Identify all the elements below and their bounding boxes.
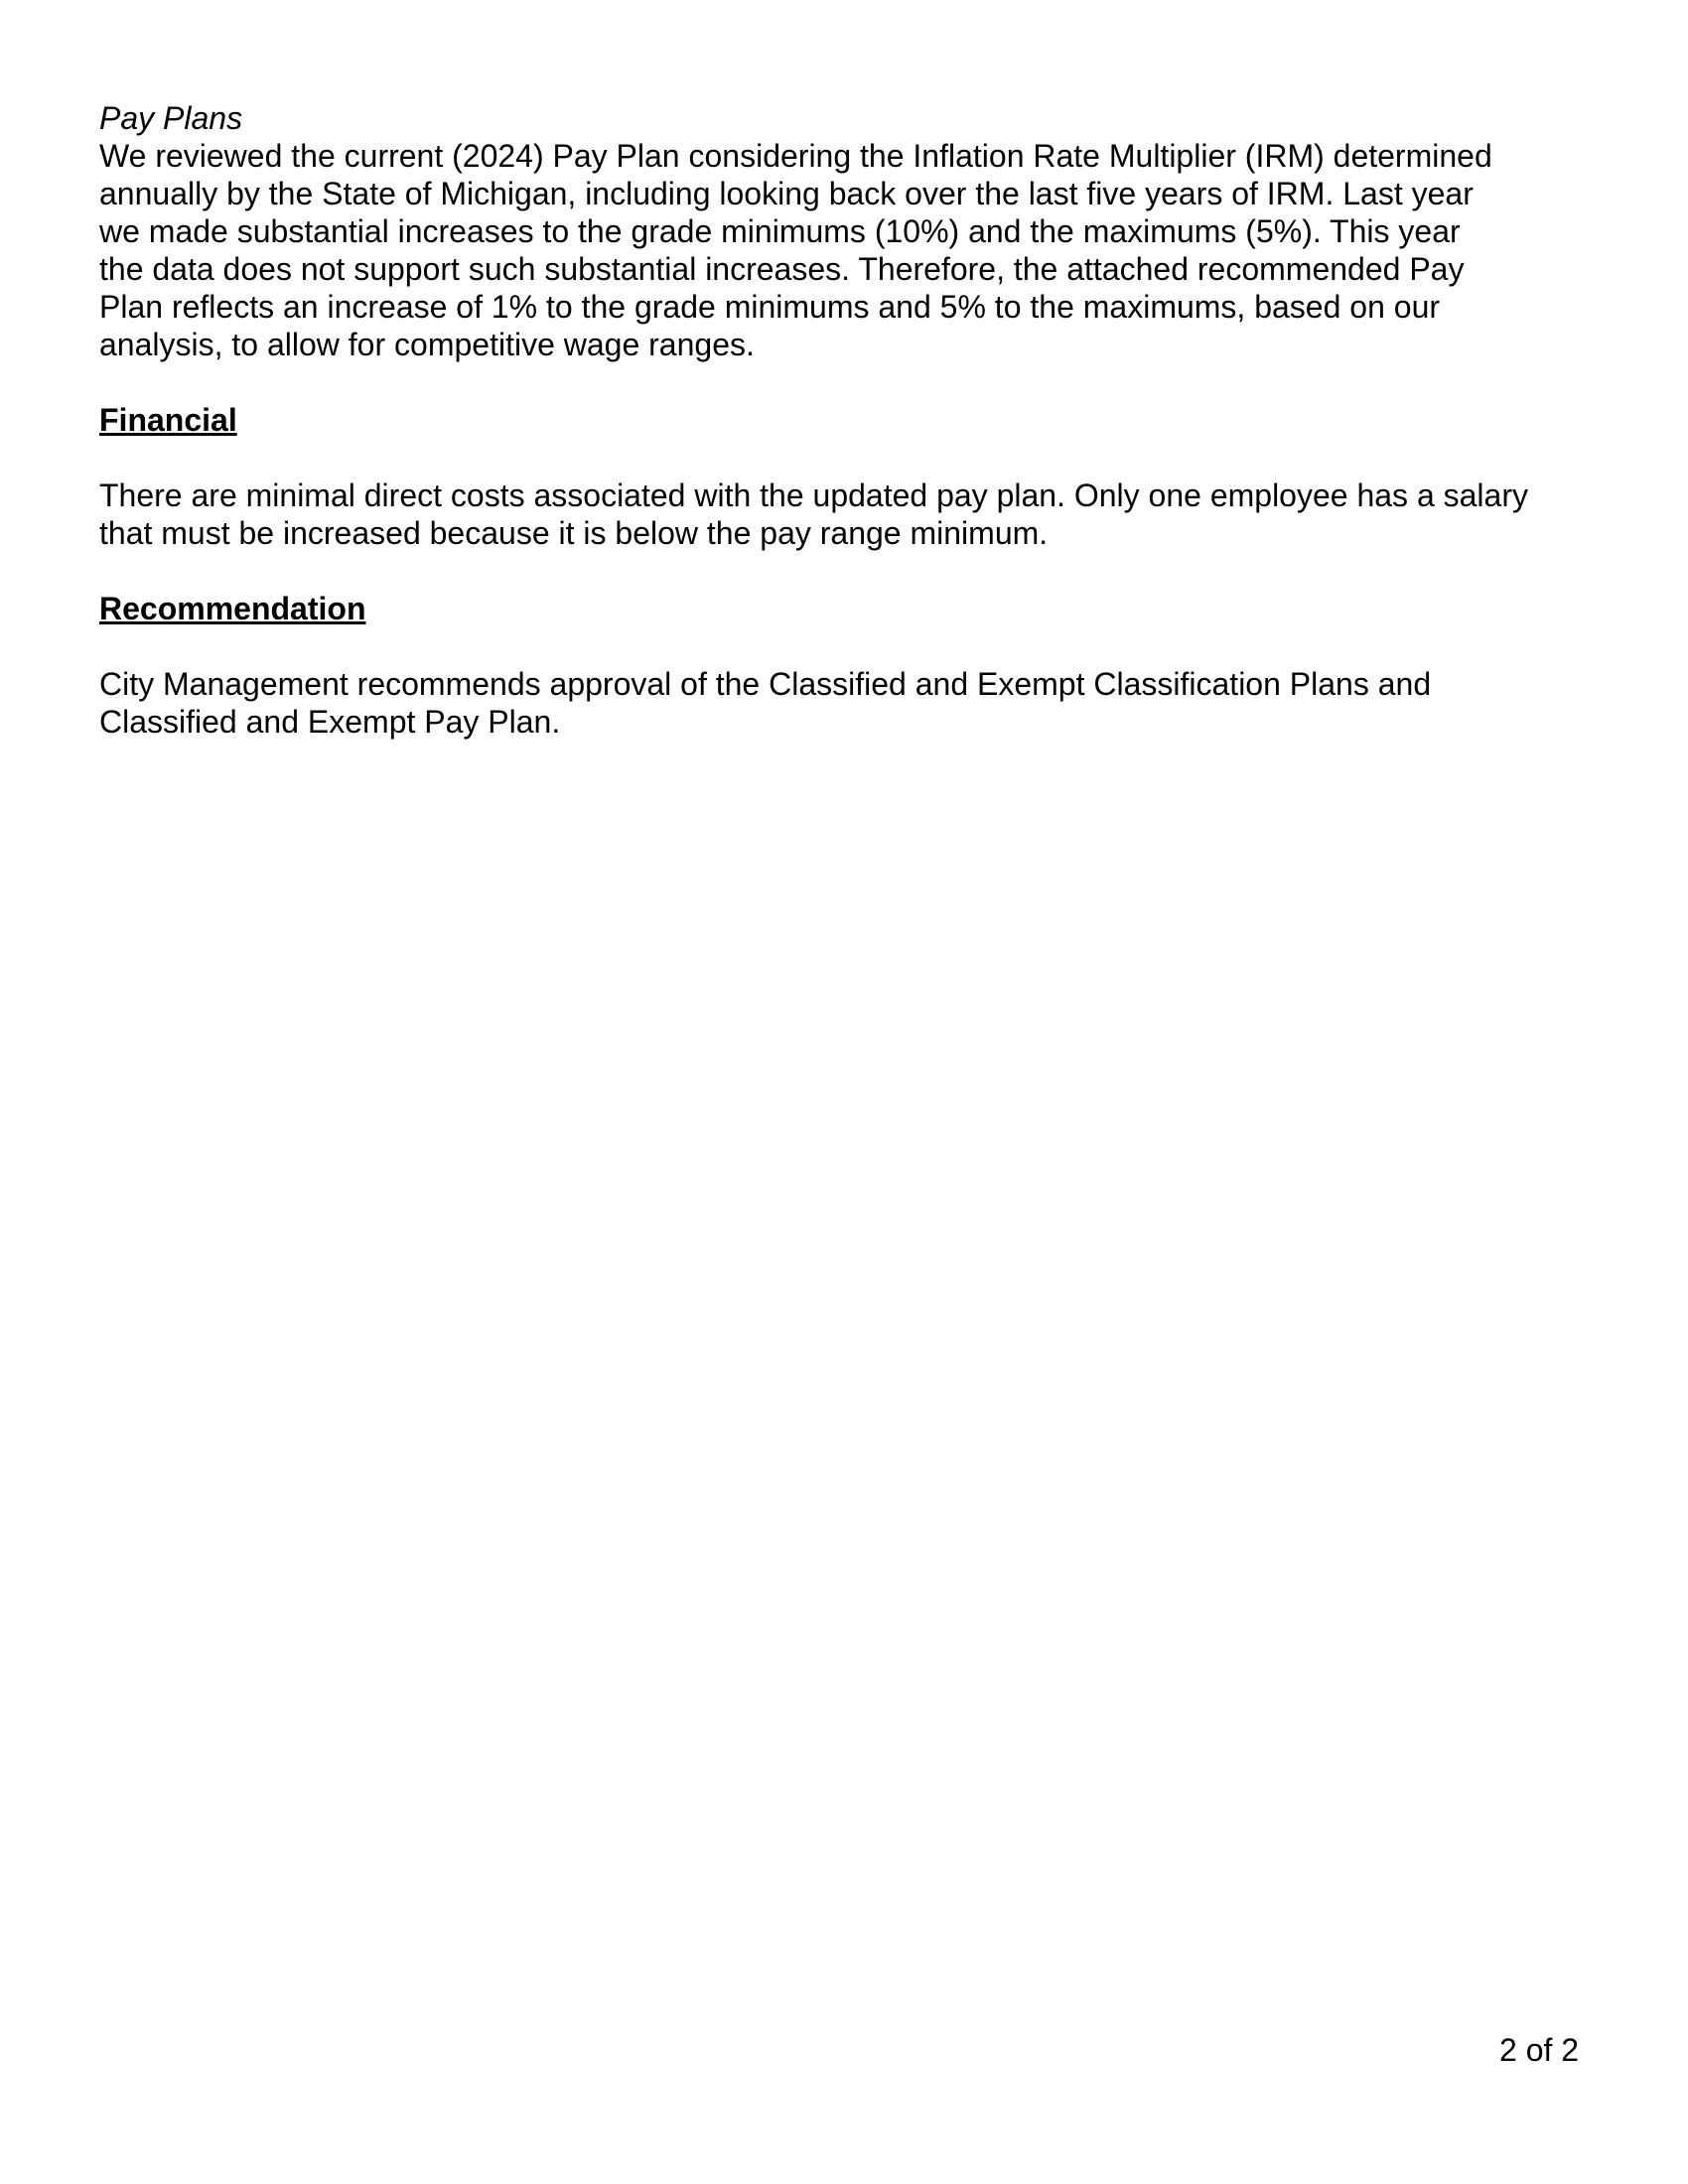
paragraph-line: Plan reflects an increase of 1% to the grade minimums and 5% to the maximums, based on our (99, 289, 1441, 325)
document-page (99, 99, 1609, 741)
paragraph-line: that must be increased because it is below the pay range minimum. (99, 515, 1049, 551)
financial-paragraph (99, 477, 1609, 552)
financial-heading: Financial (99, 402, 237, 438)
paragraph-line: City Management recommends approval of the Classified and Exempt Classification Plans and (99, 666, 1432, 702)
pay-plans-paragraph (99, 137, 1609, 363)
paragraph-line: annually by the State of Michigan, including looking back over the last five years of IRM. Last year (99, 176, 1474, 211)
paragraph-line: There are minimal direct costs associated with the updated pay plan. Only one employee has a salary (99, 478, 1528, 513)
paragraph-line: Classified and Exempt Pay Plan. (99, 704, 561, 740)
paragraph-line: the data does not support such substantial increases. Therefore, the attached recommended Pay (99, 251, 1465, 287)
page-number: 2 of 2 (1499, 2032, 1580, 2068)
paragraph-line: we made substantial increases to the grade minimums (10%) and the maximums (5%). This year (99, 213, 1461, 249)
paragraph-line: We reviewed the current (2024) Pay Plan considering the Inflation Rate Multiplier (IRM) determined (99, 138, 1492, 174)
paragraph-line: analysis, to allow for competitive wage ranges. (99, 327, 755, 362)
recommendation-heading: Recommendation (99, 591, 366, 626)
recommendation-paragraph (99, 665, 1609, 741)
pay-plans-subheading: Pay Plans (99, 100, 243, 136)
